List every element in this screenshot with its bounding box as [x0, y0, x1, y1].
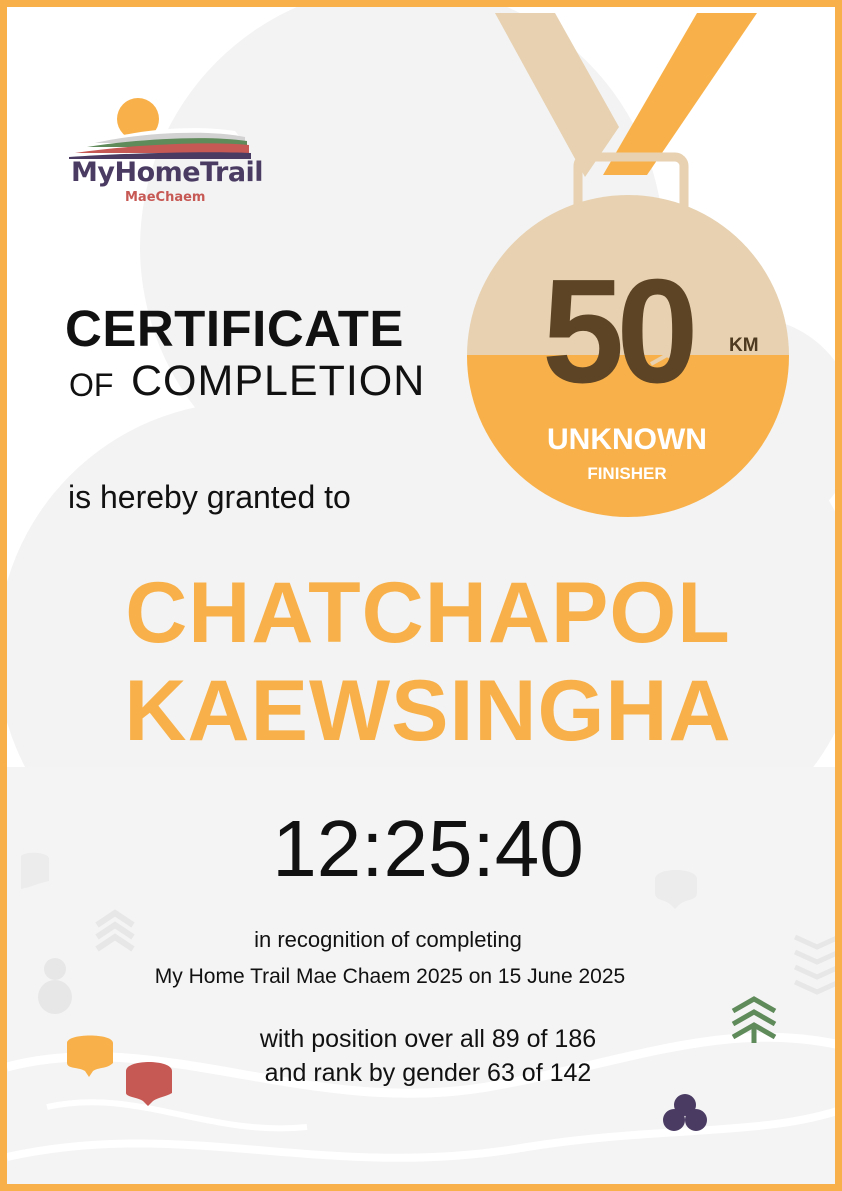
certificate-title-of: OF	[69, 367, 114, 403]
finish-time: 12:25:40	[272, 804, 584, 893]
medal-distance: 50	[542, 249, 691, 414]
certificate-title: CERTIFICATE	[65, 300, 404, 357]
gender-rank-text: and rank by gender 63 of 142	[264, 1059, 592, 1087]
recognition-text: in recognition of completing	[254, 927, 522, 952]
granted-text: is hereby granted to	[68, 479, 351, 515]
recipient-first-name: CHATCHAPOL	[125, 565, 731, 661]
medal-ribbon-right	[603, 13, 757, 175]
certificate-subtitle: COMPLETION	[131, 357, 426, 405]
recipient-last-name: KAEWSINGHA	[124, 663, 732, 759]
medal-status: FINISHER	[587, 464, 667, 483]
event-text: My Home Trail Mae Chaem 2025 on 15 June 2025	[154, 965, 626, 988]
overall-position-text: with position over all 89 of 186	[259, 1025, 597, 1053]
medal-unit: KM	[729, 335, 759, 356]
medal-category: UNKNOWN	[547, 423, 707, 456]
logo-wordmark: MyHomeTrail	[71, 157, 264, 188]
logo-subtitle: MaeChaem	[125, 190, 206, 205]
